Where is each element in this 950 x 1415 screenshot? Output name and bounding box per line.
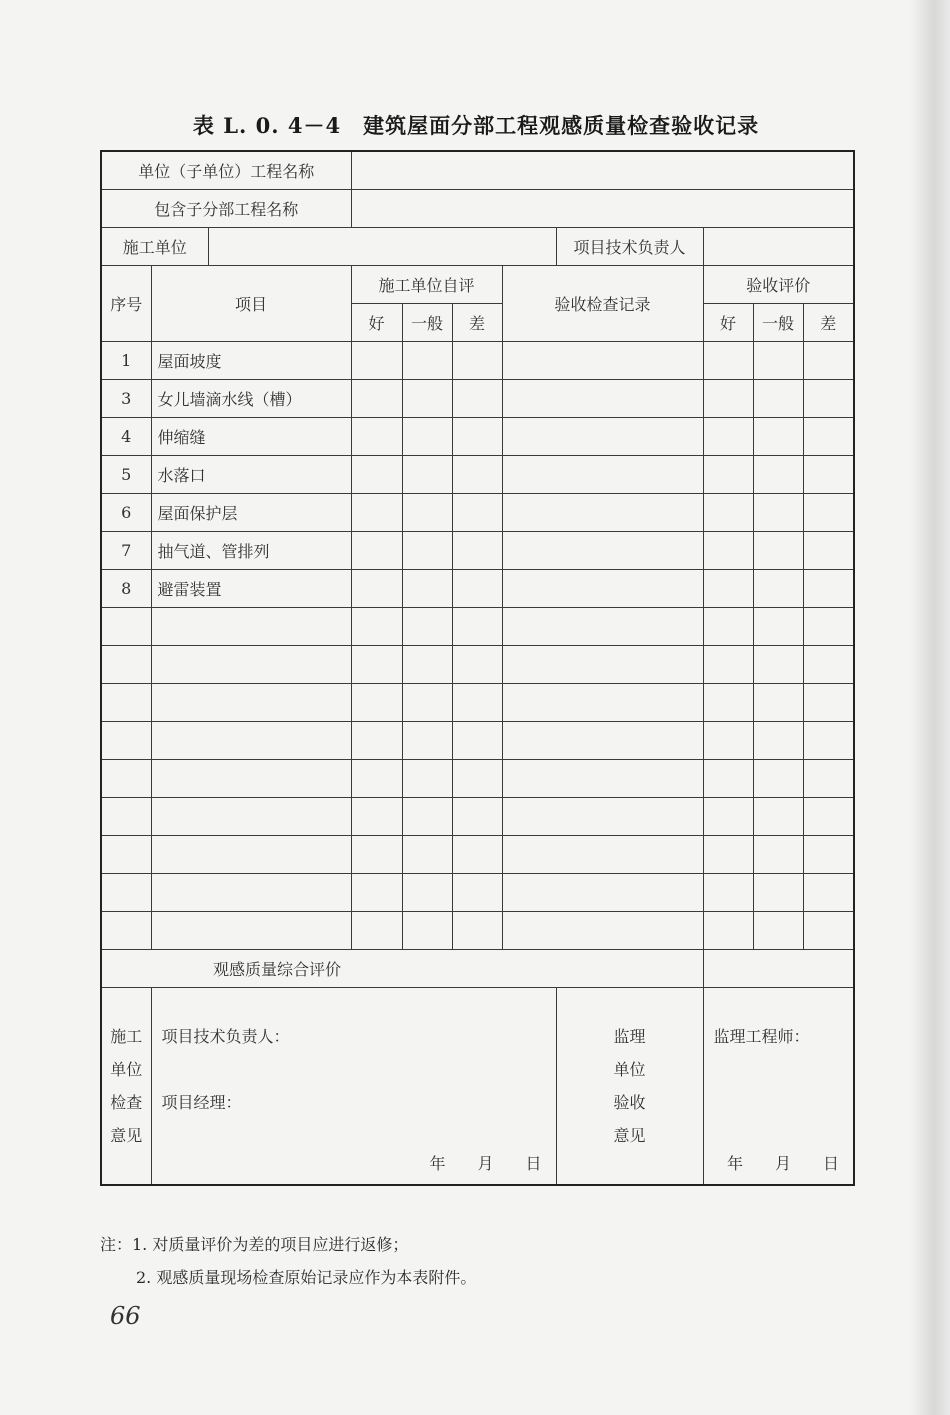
construction-side-line: 检查: [110, 1093, 143, 1112]
column-header-row-1: [101, 266, 854, 304]
sub-division-row: [101, 190, 854, 228]
record-cell[interactable]: [502, 342, 703, 380]
form-name: 建筑屋面分部工程观感质量检查验收记录: [363, 113, 760, 138]
row-item: 伸缩缝: [151, 418, 351, 456]
construction-side-line: 意见: [110, 1126, 143, 1145]
record-cell[interactable]: [502, 418, 703, 456]
row-item: 屋面保护层: [151, 494, 351, 532]
date-day: 日: [822, 1154, 839, 1173]
self-bad-cell[interactable]: [452, 380, 502, 418]
item-header: 项目: [151, 266, 351, 342]
construction-manager-label: 项目经理：: [161, 1093, 242, 1112]
acc-ok-cell[interactable]: [753, 380, 803, 418]
blank-item-cell[interactable]: [151, 760, 351, 798]
form-code: 表 L. 0. 4－4: [192, 113, 342, 138]
self-bad-cell[interactable]: [452, 494, 502, 532]
acc-bad-cell[interactable]: [803, 532, 854, 570]
acc-ok-cell[interactable]: [753, 532, 803, 570]
date-year: 年: [726, 1154, 743, 1173]
self-bad-header: 差: [452, 304, 502, 342]
page-number: 66: [110, 1302, 141, 1330]
self-good-cell[interactable]: [351, 570, 402, 608]
construction-side-line: 单位: [110, 1060, 143, 1079]
table-row: [101, 570, 854, 608]
acc-good-cell[interactable]: [703, 418, 753, 456]
record-cell[interactable]: [502, 494, 703, 532]
construction-side-label: [101, 988, 151, 1186]
supervision-side-line: 意见: [613, 1126, 646, 1145]
record-cell[interactable]: [502, 570, 703, 608]
row-seq: 4: [101, 418, 151, 456]
blank-row: [101, 874, 854, 912]
self-bad-cell[interactable]: [452, 456, 502, 494]
row-item: 避雷装置: [151, 570, 351, 608]
self-good-cell[interactable]: [351, 532, 402, 570]
acc-ok-cell[interactable]: [753, 342, 803, 380]
project-name-row: [101, 151, 854, 190]
inspection-form-table: [100, 150, 855, 1186]
row-item: 屋面坡度: [151, 342, 351, 380]
table-row: [101, 532, 854, 570]
row-item: 抽气道、管排列: [151, 532, 351, 570]
row-seq: 6: [101, 494, 151, 532]
construction-opinion-area[interactable]: [151, 988, 556, 1186]
note-2: 2. 观感质量现场检查原始记录应作为本表附件。: [136, 1268, 477, 1287]
blank-item-cell[interactable]: [151, 912, 351, 950]
self-ok-cell[interactable]: [402, 380, 452, 418]
blank-row: [101, 684, 854, 722]
acc-bad-cell[interactable]: [803, 494, 854, 532]
supervision-side-line: 验收: [613, 1093, 646, 1112]
table-row: [101, 456, 854, 494]
sub-division-value[interactable]: [351, 190, 854, 228]
record-cell[interactable]: [502, 532, 703, 570]
summary-row: [101, 950, 854, 988]
self-good-cell[interactable]: [351, 494, 402, 532]
tech-lead-value[interactable]: [703, 228, 854, 266]
acc-good-cell[interactable]: [703, 532, 753, 570]
supervision-side-label: [556, 988, 703, 1186]
summary-label: 观感质量综合评价: [101, 950, 452, 988]
acc-good-cell[interactable]: [703, 342, 753, 380]
blank-item-cell[interactable]: [151, 646, 351, 684]
date-month: 月: [477, 1154, 494, 1173]
date-month: 月: [774, 1154, 791, 1173]
self-bad-cell[interactable]: [452, 418, 502, 456]
self-ok-cell[interactable]: [402, 456, 452, 494]
row-seq: 5: [101, 456, 151, 494]
acc-bad-cell[interactable]: [803, 456, 854, 494]
blank-row: [101, 646, 854, 684]
record-cell[interactable]: [502, 380, 703, 418]
acc-ok-cell[interactable]: [753, 570, 803, 608]
self-good-cell[interactable]: [351, 456, 402, 494]
blank-item-cell[interactable]: [151, 836, 351, 874]
blank-item-cell[interactable]: [151, 722, 351, 760]
row-item: 女儿墙滴水线（槽）: [151, 380, 351, 418]
acc-bad-cell[interactable]: [803, 418, 854, 456]
supervision-date: [703, 1151, 839, 1174]
acc-ok-cell[interactable]: [753, 456, 803, 494]
self-bad-cell[interactable]: [452, 570, 502, 608]
blank-item-cell[interactable]: [151, 798, 351, 836]
notes-block: [100, 1228, 476, 1294]
date-day: 日: [525, 1154, 542, 1173]
summary-acceptance-value[interactable]: [703, 950, 854, 988]
record-header: 验收检查记录: [502, 266, 703, 342]
acc-bad-header: 差: [803, 304, 854, 342]
self-bad-cell[interactable]: [452, 342, 502, 380]
acc-good-cell[interactable]: [703, 494, 753, 532]
record-cell[interactable]: [502, 456, 703, 494]
sub-division-label: 包含子分部工程名称: [101, 190, 351, 228]
blank-item-cell[interactable]: [151, 684, 351, 722]
construction-unit-row: [101, 228, 854, 266]
blank-row: [101, 798, 854, 836]
seq-header: 序号: [101, 266, 151, 342]
acc-bad-cell[interactable]: [803, 570, 854, 608]
tech-lead-label: 项目技术负责人: [556, 228, 703, 266]
row-seq: 1: [101, 342, 151, 380]
blank-row: [101, 608, 854, 646]
acc-good-header: 好: [703, 304, 753, 342]
form-title: [100, 110, 852, 140]
table-row: [101, 342, 854, 380]
self-bad-cell[interactable]: [452, 532, 502, 570]
blank-row: [101, 760, 854, 798]
self-good-header: 好: [351, 304, 402, 342]
self-ok-cell[interactable]: [402, 494, 452, 532]
self-good-cell[interactable]: [351, 418, 402, 456]
blank-row: [101, 722, 854, 760]
construction-date: [397, 1151, 541, 1174]
construction-unit-label: 施工单位: [101, 228, 208, 266]
table-row: [101, 380, 854, 418]
acceptance-eval-header: 验收评价: [703, 266, 854, 304]
construction-tech-lead-label: 项目技术负责人：: [161, 1027, 290, 1046]
row-item: 水落口: [151, 456, 351, 494]
summary-self-value[interactable]: [452, 950, 703, 988]
acc-good-cell[interactable]: [703, 570, 753, 608]
construction-side-line: 施工: [110, 1027, 143, 1046]
self-ok-header: 一般: [402, 304, 452, 342]
note-1: 注：1. 对质量评价为差的项目应进行返修；: [100, 1235, 409, 1254]
row-seq: 3: [101, 380, 151, 418]
self-eval-header: 施工单位自评: [351, 266, 502, 304]
table-row: [101, 494, 854, 532]
acc-ok-cell[interactable]: [753, 494, 803, 532]
blank-row: [101, 912, 854, 950]
self-ok-cell[interactable]: [402, 570, 452, 608]
row-seq: 7: [101, 532, 151, 570]
acc-good-cell[interactable]: [703, 380, 753, 418]
acc-bad-cell[interactable]: [803, 342, 854, 380]
self-good-cell[interactable]: [351, 342, 402, 380]
supervision-opinion-area[interactable]: [703, 988, 854, 1186]
self-ok-cell[interactable]: [402, 342, 452, 380]
supervision-side-line: 单位: [613, 1060, 646, 1079]
acc-ok-cell[interactable]: [753, 418, 803, 456]
blank-row: [101, 836, 854, 874]
self-good-cell[interactable]: [351, 380, 402, 418]
date-year: 年: [429, 1154, 446, 1173]
supervision-engineer-label: 监理工程师：: [713, 1027, 810, 1046]
acc-bad-cell[interactable]: [803, 380, 854, 418]
signature-row: [101, 988, 854, 1186]
supervision-side-line: 监理: [613, 1027, 646, 1046]
unit-project-value[interactable]: [351, 151, 854, 190]
self-ok-cell[interactable]: [402, 418, 452, 456]
blank-item-cell[interactable]: [151, 874, 351, 912]
acc-good-cell[interactable]: [703, 456, 753, 494]
page-edge-shadow: [910, 0, 950, 1415]
unit-project-label: 单位（子单位）工程名称: [101, 151, 351, 190]
construction-unit-value[interactable]: [208, 228, 556, 266]
self-ok-cell[interactable]: [402, 532, 452, 570]
acc-ok-header: 一般: [753, 304, 803, 342]
table-row: [101, 418, 854, 456]
blank-item-cell[interactable]: [151, 608, 351, 646]
row-seq: 8: [101, 570, 151, 608]
